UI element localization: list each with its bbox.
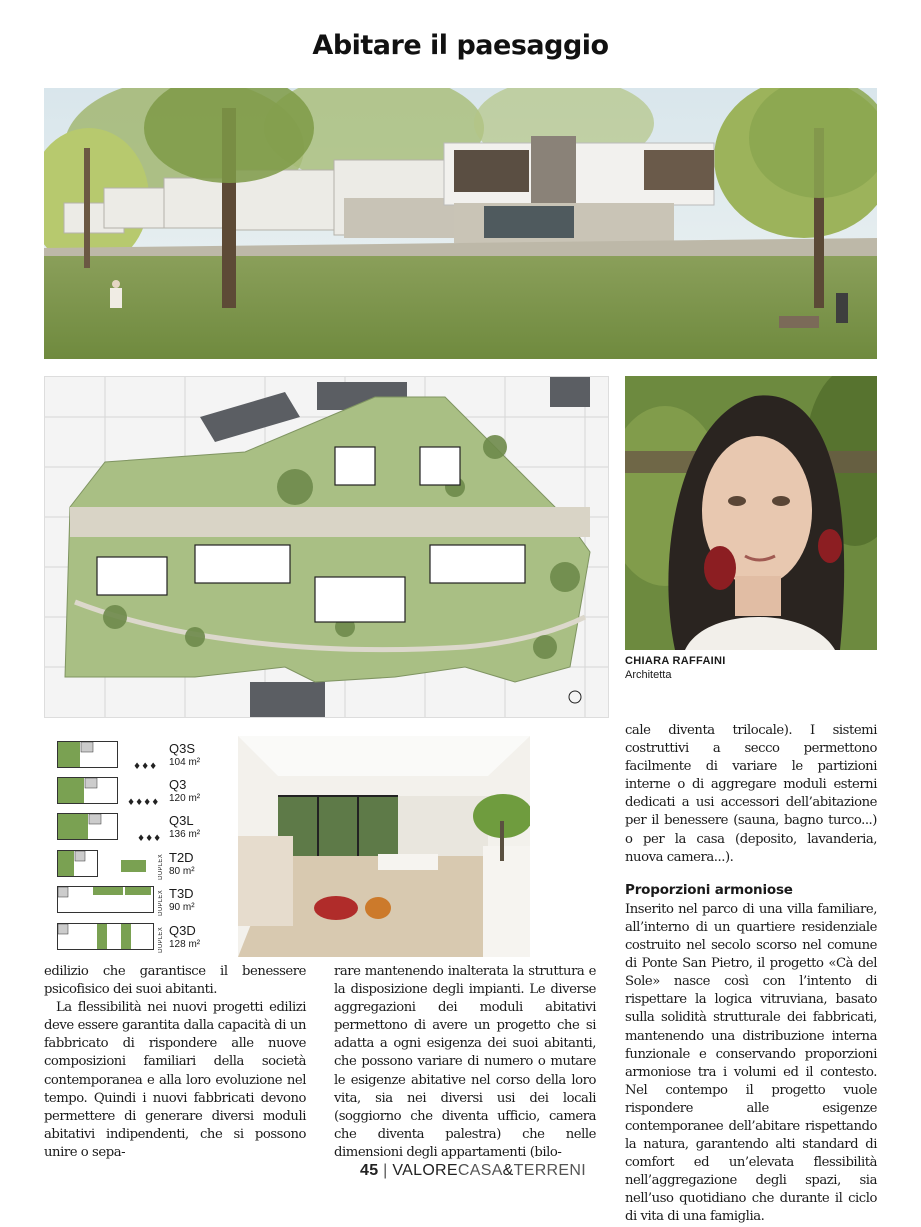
module-legend-row	[57, 850, 227, 882]
module-diagram-icon	[57, 741, 167, 771]
paragraph: edilizio che garantisce il benessere psicofisico dei suoi abitanti.	[44, 964, 306, 998]
brand-casa: CASA	[457, 1162, 503, 1179]
duplex-label: DUPLEX	[158, 890, 164, 916]
module-legend-row	[57, 886, 227, 918]
svg-text:♦♦♦♦: ♦♦♦♦	[127, 798, 160, 807]
interior-rendering-image	[238, 736, 530, 957]
module-code: T3D	[169, 886, 194, 901]
module-code: Q3	[169, 777, 187, 792]
page-title: Abitare il paesaggio	[312, 30, 609, 61]
page-number: 45	[360, 1162, 379, 1179]
module-diagram-icon	[57, 850, 157, 880]
svg-text:♦♦♦: ♦♦♦	[137, 834, 162, 843]
portrait-caption-name: CHIARA RAFFAINI	[625, 655, 726, 667]
duplex-label: DUPLEX	[158, 927, 164, 953]
module-code: Q3D	[169, 923, 196, 938]
duplex-label: DUPLEX	[158, 854, 164, 880]
footer-separator: |	[378, 1162, 393, 1179]
module-diagram-icon	[57, 777, 167, 807]
module-legend-row	[57, 741, 227, 773]
module-diagram-icon	[57, 813, 167, 843]
architect-portrait-photo	[625, 376, 877, 650]
module-legend-row	[57, 813, 227, 845]
paragraph: rare mantenendo inalterata la struttura e la disposizione degli impianti. Le diverse aggregazioni dei moduli abitativi permettono di avere un progetto che si adatta a ogni esigenza dei suoi abitanti, che possono variare di numero o mutare le esigenze abitative nel corso della loro vita, sia nei diversi usi dei locali (soggiorno che diventa ufficio, camera che diventa palestra) che nelle dimensioni degli appartamenti (bilo-	[334, 964, 596, 1160]
module-diagram-icon	[57, 923, 157, 953]
module-code: T2D	[169, 850, 194, 865]
module-area: 90 m²	[169, 902, 195, 913]
article-column-1	[44, 963, 306, 1162]
page-footer	[360, 1162, 586, 1180]
portrait-caption-role: Architetta	[625, 669, 672, 681]
article-column-2	[334, 963, 596, 1162]
brand-terreni: TERRENI	[513, 1162, 586, 1179]
module-code: Q3L	[169, 813, 194, 828]
module-area: 80 m²	[169, 866, 195, 877]
module-area: 136 m²	[169, 829, 201, 840]
paragraph: Inserito nel parco di una villa familiare, all’interno di un quartiere residenziale costruito nel secolo scorso nel comune di Ponte San Pietro, il progetto «Cà del Sole» nasce così con l’intento di rispettare la logica vitruviana, basato sulla solidità strutturale dei fabbricati, mantenendo una distribuzione interna funzionale e conservando proporzioni armoniose tra i volumi ed il contesto. Nel contempo il progetto vuole rispondere alle esigenze contemporanee dell’abitare rispettando la natura, garantendo alti standard di comfort ed un’elevata flessibilità nell’aggregazione degli spazi, sia nell’uso quotidiano che durante il ciclo di vita di una famiglia.	[625, 901, 877, 1225]
module-legend-row	[57, 777, 227, 809]
article-column-3	[625, 722, 877, 1227]
paragraph: La flessibilità nei nuovi progetti edilizi deve essere garantita dalla capacità di un fabbricato di rispondere alle nuove composizioni familiari della società contemporanea e alla loro evoluzione nel tempo. Quindi i nuovi fabbricati devono permettere di generare diversi moduli abitativi indipendenti, che si possono unire o sepa-	[44, 1000, 306, 1160]
module-code: Q3S	[169, 741, 196, 756]
brand-valore: VALORE	[392, 1162, 458, 1179]
module-diagram-icon	[57, 886, 157, 916]
section-subheading: Proporzioni armoniose	[625, 881, 793, 898]
module-area: 104 m²	[169, 757, 201, 768]
hero-rendering-image	[44, 88, 877, 359]
paragraph: cale diventa trilocale). I sistemi costruttivi a secco permettono facilmente di variare le partizioni interne o di aggregare moduli esterni dedicati a usi accessori dell’abitazione per il benessere (sauna, bagno turco...) o per la casa (deposito, lavanderia, nuova camera...).	[625, 723, 877, 865]
brand-ampersand: &	[502, 1162, 514, 1179]
module-area: 128 m²	[169, 939, 201, 950]
svg-text:♦♦♦: ♦♦♦	[133, 762, 158, 771]
module-legend-row	[57, 923, 227, 955]
module-area: 120 m²	[169, 793, 201, 804]
site-plan-image	[44, 376, 609, 718]
